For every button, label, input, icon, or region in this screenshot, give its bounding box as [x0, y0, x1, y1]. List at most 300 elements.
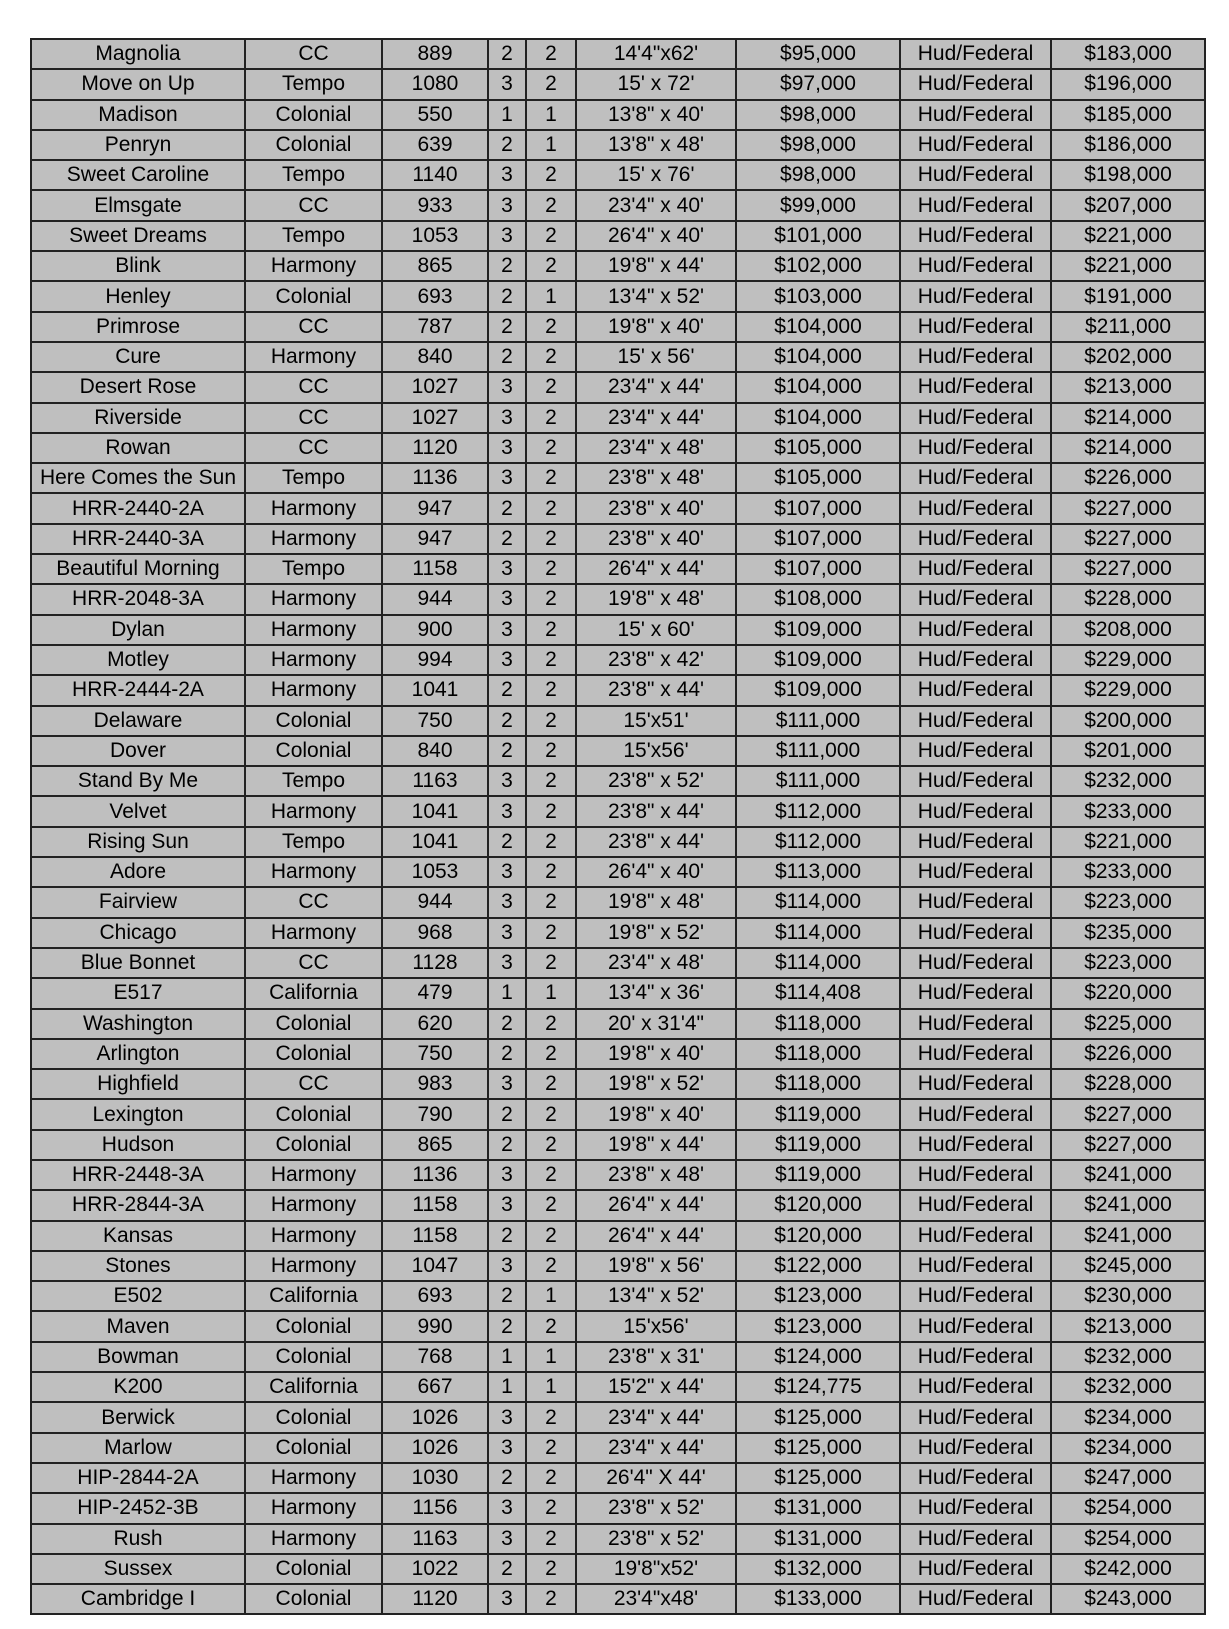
cell-dimensions: 15' x 72'	[576, 69, 736, 99]
cell-program: Hud/Federal	[900, 463, 1051, 493]
cell-dimensions: 23'8" x 48'	[576, 1160, 736, 1190]
cell-bathrooms: 2	[526, 221, 576, 251]
cell-dimensions: 26'4" X 44'	[576, 1463, 736, 1493]
table-row	[31, 584, 1205, 614]
cell-model-name: Dylan	[31, 615, 245, 645]
cell-base-price: $113,000	[736, 857, 900, 887]
cell-bedrooms: 3	[488, 1402, 526, 1432]
table-row	[31, 1251, 1205, 1281]
cell-total-price: $191,000	[1051, 281, 1205, 311]
cell-total-price: $232,000	[1051, 1342, 1205, 1372]
cell-series: Harmony	[245, 1160, 382, 1190]
cell-bedrooms: 3	[488, 160, 526, 190]
cell-model-name: Stones	[31, 1251, 245, 1281]
cell-total-price: $232,000	[1051, 766, 1205, 796]
cell-total-price: $230,000	[1051, 1281, 1205, 1311]
cell-total-price: $229,000	[1051, 645, 1205, 675]
cell-square-feet: 693	[382, 1281, 488, 1311]
cell-series: Harmony	[245, 1221, 382, 1251]
cell-series: Harmony	[245, 857, 382, 887]
cell-model-name: Berwick	[31, 1402, 245, 1432]
cell-bathrooms: 2	[526, 918, 576, 948]
cell-program: Hud/Federal	[900, 403, 1051, 433]
cell-square-feet: 550	[382, 100, 488, 130]
cell-dimensions: 20' x 31'4"	[576, 1009, 736, 1039]
cell-series: Colonial	[245, 1311, 382, 1341]
cell-bathrooms: 2	[526, 645, 576, 675]
cell-dimensions: 23'8" x 52'	[576, 1493, 736, 1523]
table-row	[31, 1554, 1205, 1584]
table-row	[31, 463, 1205, 493]
cell-bedrooms: 2	[488, 1099, 526, 1129]
cell-base-price: $123,000	[736, 1311, 900, 1341]
cell-dimensions: 26'4" x 44'	[576, 1190, 736, 1220]
cell-base-price: $120,000	[736, 1221, 900, 1251]
cell-bedrooms: 2	[488, 1463, 526, 1493]
cell-bathrooms: 2	[526, 1402, 576, 1432]
cell-model-name: Velvet	[31, 796, 245, 826]
cell-dimensions: 13'8" x 48'	[576, 130, 736, 160]
cell-square-feet: 667	[382, 1372, 488, 1402]
cell-bathrooms: 2	[526, 827, 576, 857]
cell-dimensions: 13'4" x 52'	[576, 1281, 736, 1311]
cell-dimensions: 15' x 56'	[576, 342, 736, 372]
cell-series: Harmony	[245, 615, 382, 645]
table-row	[31, 403, 1205, 433]
cell-bedrooms: 2	[488, 1221, 526, 1251]
cell-series: Colonial	[245, 736, 382, 766]
cell-square-feet: 865	[382, 1130, 488, 1160]
cell-bedrooms: 3	[488, 1160, 526, 1190]
cell-square-feet: 750	[382, 1039, 488, 1069]
cell-model-name: HRR-2440-3A	[31, 524, 245, 554]
cell-total-price: $254,000	[1051, 1524, 1205, 1554]
cell-bathrooms: 2	[526, 39, 576, 69]
cell-series: Tempo	[245, 221, 382, 251]
table-row	[31, 130, 1205, 160]
cell-program: Hud/Federal	[900, 372, 1051, 402]
cell-series: CC	[245, 372, 382, 402]
cell-bathrooms: 2	[526, 1524, 576, 1554]
cell-model-name: Adore	[31, 857, 245, 887]
cell-program: Hud/Federal	[900, 1130, 1051, 1160]
cell-program: Hud/Federal	[900, 1221, 1051, 1251]
cell-model-name: K200	[31, 1372, 245, 1402]
cell-square-feet: 900	[382, 615, 488, 645]
cell-series: Colonial	[245, 130, 382, 160]
cell-square-feet: 1030	[382, 1463, 488, 1493]
cell-bedrooms: 1	[488, 1342, 526, 1372]
cell-bathrooms: 2	[526, 69, 576, 99]
cell-series: Colonial	[245, 706, 382, 736]
cell-bedrooms: 3	[488, 857, 526, 887]
cell-bedrooms: 3	[488, 645, 526, 675]
cell-base-price: $120,000	[736, 1190, 900, 1220]
cell-bedrooms: 2	[488, 251, 526, 281]
cell-program: Hud/Federal	[900, 1190, 1051, 1220]
table-row	[31, 1584, 1205, 1614]
cell-base-price: $109,000	[736, 615, 900, 645]
cell-program: Hud/Federal	[900, 281, 1051, 311]
cell-bathrooms: 2	[526, 403, 576, 433]
cell-model-name: Kansas	[31, 1221, 245, 1251]
cell-program: Hud/Federal	[900, 796, 1051, 826]
cell-program: Hud/Federal	[900, 100, 1051, 130]
cell-base-price: $131,000	[736, 1524, 900, 1554]
cell-model-name: E502	[31, 1281, 245, 1311]
cell-series: Harmony	[245, 524, 382, 554]
cell-program: Hud/Federal	[900, 433, 1051, 463]
table-row	[31, 796, 1205, 826]
cell-model-name: HIP-2844-2A	[31, 1463, 245, 1493]
cell-bathrooms: 2	[526, 1039, 576, 1069]
cell-total-price: $201,000	[1051, 736, 1205, 766]
cell-bathrooms: 2	[526, 312, 576, 342]
cell-series: Harmony	[245, 584, 382, 614]
cell-square-feet: 889	[382, 39, 488, 69]
cell-base-price: $114,000	[736, 887, 900, 917]
cell-square-feet: 1080	[382, 69, 488, 99]
cell-program: Hud/Federal	[900, 1009, 1051, 1039]
cell-total-price: $234,000	[1051, 1433, 1205, 1463]
cell-dimensions: 15'x51'	[576, 706, 736, 736]
cell-bathrooms: 2	[526, 796, 576, 826]
cell-dimensions: 23'8" x 52'	[576, 766, 736, 796]
table-row	[31, 1433, 1205, 1463]
cell-program: Hud/Federal	[900, 766, 1051, 796]
cell-total-price: $226,000	[1051, 463, 1205, 493]
cell-square-feet: 933	[382, 190, 488, 220]
cell-model-name: Blue Bonnet	[31, 948, 245, 978]
cell-total-price: $213,000	[1051, 1311, 1205, 1341]
cell-series: Harmony	[245, 342, 382, 372]
cell-dimensions: 23'8" x 42'	[576, 645, 736, 675]
cell-total-price: $229,000	[1051, 675, 1205, 705]
cell-square-feet: 840	[382, 736, 488, 766]
table-row	[31, 615, 1205, 645]
cell-series: CC	[245, 1069, 382, 1099]
cell-bedrooms: 3	[488, 69, 526, 99]
cell-base-price: $107,000	[736, 554, 900, 584]
cell-base-price: $109,000	[736, 675, 900, 705]
table-row	[31, 675, 1205, 705]
cell-model-name: Dover	[31, 736, 245, 766]
cell-bathrooms: 2	[526, 1009, 576, 1039]
cell-model-name: Rush	[31, 1524, 245, 1554]
cell-series: Colonial	[245, 1584, 382, 1614]
cell-square-feet: 620	[382, 1009, 488, 1039]
cell-model-name: Beautiful Morning	[31, 554, 245, 584]
cell-base-price: $104,000	[736, 372, 900, 402]
cell-program: Hud/Federal	[900, 524, 1051, 554]
cell-program: Hud/Federal	[900, 584, 1051, 614]
cell-total-price: $228,000	[1051, 1069, 1205, 1099]
cell-total-price: $186,000	[1051, 130, 1205, 160]
cell-program: Hud/Federal	[900, 251, 1051, 281]
cell-total-price: $196,000	[1051, 69, 1205, 99]
cell-dimensions: 26'4" x 40'	[576, 221, 736, 251]
cell-bedrooms: 2	[488, 342, 526, 372]
cell-bedrooms: 3	[488, 1584, 526, 1614]
cell-bathrooms: 2	[526, 1463, 576, 1493]
cell-bathrooms: 2	[526, 948, 576, 978]
cell-total-price: $207,000	[1051, 190, 1205, 220]
table-row	[31, 918, 1205, 948]
cell-program: Hud/Federal	[900, 130, 1051, 160]
cell-dimensions: 19'8" x 44'	[576, 1130, 736, 1160]
table-row	[31, 160, 1205, 190]
cell-total-price: $235,000	[1051, 918, 1205, 948]
cell-series: Tempo	[245, 69, 382, 99]
table-row	[31, 857, 1205, 887]
cell-program: Hud/Federal	[900, 948, 1051, 978]
cell-program: Hud/Federal	[900, 1099, 1051, 1129]
cell-dimensions: 23'4" x 48'	[576, 948, 736, 978]
cell-program: Hud/Federal	[900, 1251, 1051, 1281]
cell-total-price: $242,000	[1051, 1554, 1205, 1584]
cell-model-name: Delaware	[31, 706, 245, 736]
cell-bedrooms: 2	[488, 1311, 526, 1341]
cell-program: Hud/Federal	[900, 1069, 1051, 1099]
cell-bathrooms: 2	[526, 584, 576, 614]
cell-square-feet: 1041	[382, 796, 488, 826]
cell-dimensions: 13'4" x 36'	[576, 978, 736, 1008]
cell-square-feet: 1047	[382, 1251, 488, 1281]
cell-bathrooms: 2	[526, 675, 576, 705]
cell-base-price: $97,000	[736, 69, 900, 99]
cell-square-feet: 944	[382, 887, 488, 917]
cell-base-price: $111,000	[736, 766, 900, 796]
cell-total-price: $223,000	[1051, 887, 1205, 917]
cell-program: Hud/Federal	[900, 1554, 1051, 1584]
cell-model-name: Sweet Caroline	[31, 160, 245, 190]
cell-model-name: Cure	[31, 342, 245, 372]
cell-model-name: Madison	[31, 100, 245, 130]
table-row	[31, 1190, 1205, 1220]
cell-total-price: $247,000	[1051, 1463, 1205, 1493]
cell-model-name: Magnolia	[31, 39, 245, 69]
cell-square-feet: 1026	[382, 1402, 488, 1432]
cell-model-name: Penryn	[31, 130, 245, 160]
cell-square-feet: 1140	[382, 160, 488, 190]
cell-base-price: $124,775	[736, 1372, 900, 1402]
cell-model-name: Highfield	[31, 1069, 245, 1099]
cell-base-price: $105,000	[736, 463, 900, 493]
cell-total-price: $227,000	[1051, 493, 1205, 523]
cell-square-feet: 990	[382, 1311, 488, 1341]
cell-total-price: $227,000	[1051, 1130, 1205, 1160]
cell-series: Tempo	[245, 766, 382, 796]
cell-square-feet: 1156	[382, 1493, 488, 1523]
cell-dimensions: 19'8" x 40'	[576, 1099, 736, 1129]
cell-total-price: $213,000	[1051, 372, 1205, 402]
cell-base-price: $111,000	[736, 706, 900, 736]
cell-square-feet: 1158	[382, 1221, 488, 1251]
table-row	[31, 645, 1205, 675]
cell-program: Hud/Federal	[900, 221, 1051, 251]
cell-square-feet: 1120	[382, 433, 488, 463]
cell-square-feet: 479	[382, 978, 488, 1008]
cell-square-feet: 768	[382, 1342, 488, 1372]
cell-model-name: E517	[31, 978, 245, 1008]
cell-bathrooms: 2	[526, 857, 576, 887]
cell-series: CC	[245, 887, 382, 917]
cell-base-price: $119,000	[736, 1160, 900, 1190]
cell-base-price: $98,000	[736, 100, 900, 130]
cell-dimensions: 19'8" x 44'	[576, 251, 736, 281]
cell-bathrooms: 2	[526, 1130, 576, 1160]
table-row	[31, 1402, 1205, 1432]
cell-base-price: $95,000	[736, 39, 900, 69]
cell-square-feet: 790	[382, 1099, 488, 1129]
cell-square-feet: 1026	[382, 1433, 488, 1463]
cell-dimensions: 23'8" x 31'	[576, 1342, 736, 1372]
cell-square-feet: 1136	[382, 1160, 488, 1190]
cell-base-price: $114,000	[736, 948, 900, 978]
cell-model-name: Motley	[31, 645, 245, 675]
cell-total-price: $227,000	[1051, 1099, 1205, 1129]
home-models-table	[30, 38, 1206, 1615]
cell-bathrooms: 2	[526, 1554, 576, 1584]
cell-total-price: $185,000	[1051, 100, 1205, 130]
cell-program: Hud/Federal	[900, 675, 1051, 705]
cell-program: Hud/Federal	[900, 615, 1051, 645]
cell-square-feet: 1053	[382, 857, 488, 887]
cell-program: Hud/Federal	[900, 1372, 1051, 1402]
cell-total-price: $223,000	[1051, 948, 1205, 978]
cell-series: Colonial	[245, 100, 382, 130]
cell-series: Colonial	[245, 281, 382, 311]
cell-base-price: $107,000	[736, 524, 900, 554]
table-row	[31, 1372, 1205, 1402]
cell-bathrooms: 2	[526, 766, 576, 796]
cell-square-feet: 1163	[382, 766, 488, 796]
cell-program: Hud/Federal	[900, 1433, 1051, 1463]
cell-model-name: HRR-2844-3A	[31, 1190, 245, 1220]
cell-dimensions: 15'x56'	[576, 1311, 736, 1341]
cell-bedrooms: 3	[488, 1251, 526, 1281]
cell-program: Hud/Federal	[900, 1039, 1051, 1069]
table-row	[31, 1160, 1205, 1190]
cell-square-feet: 1041	[382, 827, 488, 857]
cell-bathrooms: 2	[526, 736, 576, 766]
cell-dimensions: 23'4" x 44'	[576, 1402, 736, 1432]
cell-bedrooms: 2	[488, 1039, 526, 1069]
cell-bathrooms: 1	[526, 978, 576, 1008]
cell-base-price: $124,000	[736, 1342, 900, 1372]
cell-bathrooms: 1	[526, 100, 576, 130]
cell-base-price: $101,000	[736, 221, 900, 251]
cell-square-feet: 983	[382, 1069, 488, 1099]
cell-program: Hud/Federal	[900, 342, 1051, 372]
cell-model-name: HIP-2452-3B	[31, 1493, 245, 1523]
cell-base-price: $119,000	[736, 1130, 900, 1160]
cell-total-price: $241,000	[1051, 1160, 1205, 1190]
cell-program: Hud/Federal	[900, 736, 1051, 766]
cell-dimensions: 23'4" x 44'	[576, 403, 736, 433]
cell-program: Hud/Federal	[900, 1584, 1051, 1614]
cell-base-price: $122,000	[736, 1251, 900, 1281]
cell-bedrooms: 3	[488, 887, 526, 917]
cell-program: Hud/Federal	[900, 706, 1051, 736]
cell-dimensions: 26'4" x 44'	[576, 1221, 736, 1251]
cell-dimensions: 15' x 76'	[576, 160, 736, 190]
cell-series: Colonial	[245, 1009, 382, 1039]
cell-total-price: $233,000	[1051, 857, 1205, 887]
cell-total-price: $228,000	[1051, 584, 1205, 614]
cell-model-name: Bowman	[31, 1342, 245, 1372]
cell-total-price: $226,000	[1051, 1039, 1205, 1069]
cell-bedrooms: 3	[488, 584, 526, 614]
cell-bedrooms: 3	[488, 190, 526, 220]
cell-program: Hud/Federal	[900, 887, 1051, 917]
cell-square-feet: 947	[382, 524, 488, 554]
cell-base-price: $102,000	[736, 251, 900, 281]
table-row	[31, 251, 1205, 281]
cell-square-feet: 750	[382, 706, 488, 736]
table-row	[31, 827, 1205, 857]
cell-dimensions: 15' x 60'	[576, 615, 736, 645]
cell-base-price: $118,000	[736, 1069, 900, 1099]
cell-model-name: Arlington	[31, 1039, 245, 1069]
cell-bathrooms: 2	[526, 463, 576, 493]
cell-bedrooms: 2	[488, 312, 526, 342]
cell-series: Colonial	[245, 1099, 382, 1129]
table-row	[31, 312, 1205, 342]
cell-bathrooms: 1	[526, 1281, 576, 1311]
table-row	[31, 1221, 1205, 1251]
cell-total-price: $183,000	[1051, 39, 1205, 69]
cell-base-price: $105,000	[736, 433, 900, 463]
cell-base-price: $112,000	[736, 827, 900, 857]
cell-base-price: $112,000	[736, 796, 900, 826]
cell-model-name: Rowan	[31, 433, 245, 463]
cell-series: CC	[245, 190, 382, 220]
cell-base-price: $114,408	[736, 978, 900, 1008]
table-row	[31, 100, 1205, 130]
cell-square-feet: 1041	[382, 675, 488, 705]
cell-dimensions: 23'4" x 44'	[576, 1433, 736, 1463]
cell-model-name: HRR-2448-3A	[31, 1160, 245, 1190]
cell-series: Harmony	[245, 645, 382, 675]
cell-bedrooms: 2	[488, 1130, 526, 1160]
cell-model-name: Maven	[31, 1311, 245, 1341]
table-body	[31, 39, 1205, 1614]
cell-bathrooms: 2	[526, 524, 576, 554]
cell-model-name: Blink	[31, 251, 245, 281]
cell-bathrooms: 2	[526, 160, 576, 190]
cell-model-name: Lexington	[31, 1099, 245, 1129]
cell-dimensions: 19'8" x 56'	[576, 1251, 736, 1281]
cell-dimensions: 19'8" x 40'	[576, 1039, 736, 1069]
cell-model-name: Chicago	[31, 918, 245, 948]
cell-dimensions: 23'8" x 48'	[576, 463, 736, 493]
cell-dimensions: 15'2" x 44'	[576, 1372, 736, 1402]
cell-total-price: $221,000	[1051, 827, 1205, 857]
cell-program: Hud/Federal	[900, 69, 1051, 99]
cell-bathrooms: 2	[526, 1099, 576, 1129]
cell-program: Hud/Federal	[900, 1342, 1051, 1372]
cell-program: Hud/Federal	[900, 857, 1051, 887]
cell-bathrooms: 2	[526, 433, 576, 463]
cell-model-name: Washington	[31, 1009, 245, 1039]
cell-base-price: $104,000	[736, 312, 900, 342]
cell-bathrooms: 2	[526, 615, 576, 645]
cell-total-price: $227,000	[1051, 554, 1205, 584]
cell-base-price: $131,000	[736, 1493, 900, 1523]
cell-square-feet: 1158	[382, 1190, 488, 1220]
table-row	[31, 190, 1205, 220]
